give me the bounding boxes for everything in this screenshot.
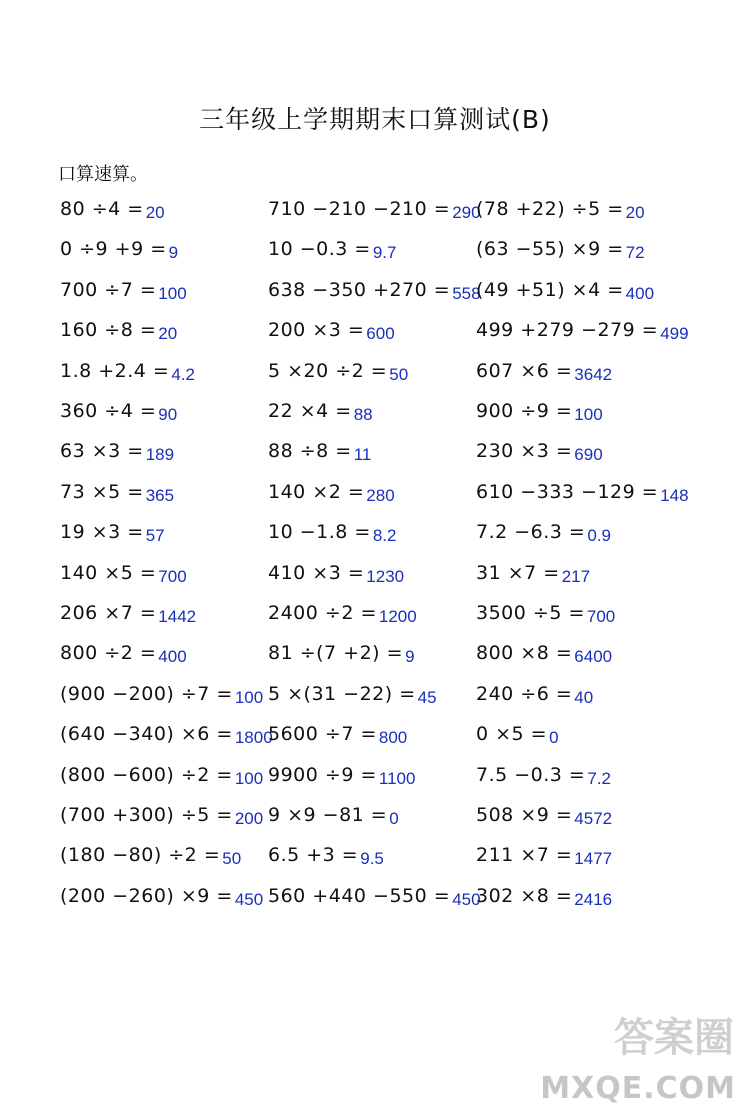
problem-item	[60, 279, 187, 309]
problem-item	[60, 602, 196, 632]
problem-answer: 9.5	[360, 849, 384, 869]
problem-expression: 800 ÷2 =	[60, 642, 157, 665]
problem-answer: 189	[145, 445, 175, 465]
problem-answer: 700	[586, 607, 616, 626]
problem-item	[60, 481, 174, 511]
problem-item	[476, 764, 611, 794]
problem-item	[476, 844, 612, 874]
problem-expression: 499 +279 −279 =	[476, 319, 659, 342]
problem-expression: 230 ×3 =	[476, 440, 573, 463]
problem-item	[60, 319, 177, 349]
problem-item	[476, 602, 615, 632]
problem-expression: 7.2 −6.3 =	[476, 521, 586, 544]
problem-answer: 1477	[574, 849, 613, 869]
problem-answer: 50	[389, 364, 409, 384]
problem-answer: 200	[234, 809, 264, 828]
problem-answer: 365	[145, 485, 175, 505]
problem-answer: 100	[574, 405, 603, 424]
problem-expression: 7.5 −0.3 =	[476, 763, 586, 786]
problem-answer: 400	[625, 283, 655, 303]
problem-expression: 19 ×3 =	[60, 521, 144, 544]
problem-answer: 499	[660, 324, 689, 344]
problem-answer: 72	[625, 243, 645, 263]
problem-answer: 9.7	[372, 243, 397, 263]
watermark-logo	[540, 1006, 740, 1106]
problem-answer: 0	[549, 728, 559, 748]
problem-item	[268, 440, 371, 470]
problem-item	[60, 642, 187, 672]
problem-item	[476, 481, 689, 511]
problem-answer: 45	[417, 687, 437, 707]
problem-item	[268, 238, 396, 268]
problem-expression: 900 ÷9 =	[476, 400, 573, 422]
problem-answer: 4.2	[171, 364, 195, 384]
problem-item	[60, 440, 174, 470]
problem-expression: 63 ×3 =	[60, 440, 144, 463]
problem-expression: 200 ×3 =	[268, 319, 365, 342]
problem-expression: (900 −200) ÷7 =	[60, 682, 233, 705]
problem-item	[60, 723, 273, 753]
problem-expression: 9900 ÷9 =	[268, 763, 377, 786]
problem-item	[476, 238, 645, 268]
problem-expression: 9 ×9 −81 =	[268, 804, 388, 826]
problem-item	[60, 198, 165, 228]
problem-item	[268, 400, 373, 430]
problem-item	[268, 642, 415, 672]
problem-item	[476, 400, 603, 430]
problem-expression: 88 ÷8 =	[268, 440, 352, 463]
problem-expression: 10 −0.3 =	[268, 238, 371, 261]
problem-expression: 638 −350 +270 =	[268, 278, 451, 301]
problem-expression: 2400 ÷2 =	[268, 602, 377, 624]
problem-expression: (78 +22) ÷5 =	[476, 198, 624, 220]
problem-answer: 20	[145, 203, 165, 222]
problem-expression: 206 ×7 =	[60, 602, 157, 624]
problem-expression: 360 ÷4 =	[60, 400, 157, 422]
problem-item	[476, 360, 612, 390]
problem-item	[268, 602, 417, 632]
problem-item	[476, 642, 612, 672]
problem-expression: (800 −600) ÷2 =	[60, 763, 233, 786]
problem-item	[476, 319, 689, 349]
problem-answer: 0.9	[587, 526, 611, 546]
problem-answer: 1800	[234, 728, 273, 748]
problem-item	[268, 804, 399, 834]
problem-item	[268, 521, 396, 551]
problem-answer: 2416	[574, 889, 613, 909]
problem-expression: 710 −210 −210 =	[268, 198, 451, 220]
problem-answer: 50	[222, 849, 242, 869]
problem-answer: 0	[389, 809, 399, 828]
watermark-top-text: 答案圈	[614, 1015, 734, 1061]
problem-item	[268, 360, 408, 390]
problem-expression: 560 +440 −550 =	[268, 884, 451, 907]
problem-item	[268, 683, 437, 713]
problem-expression: 240 ÷6 =	[476, 682, 573, 705]
problem-answer: 100	[234, 687, 264, 707]
problem-item	[476, 521, 611, 551]
problem-answer: 8.2	[372, 526, 397, 546]
problem-expression: 3500 ÷5 =	[476, 602, 585, 624]
problem-expression: 140 ×2 =	[268, 480, 365, 503]
problem-expression: 10 −1.8 =	[268, 521, 371, 544]
problem-answer: 148	[660, 485, 689, 505]
problem-item	[60, 360, 195, 390]
problem-item	[268, 723, 407, 753]
problem-item	[60, 400, 177, 430]
problem-expression: 80 ÷4 =	[60, 198, 144, 220]
problem-expression: (63 −55) ×9 =	[476, 238, 624, 261]
problem-item	[268, 198, 481, 228]
problem-item	[60, 683, 263, 713]
problem-item	[476, 198, 645, 228]
problem-answer: 100	[158, 283, 187, 303]
problem-item	[60, 804, 263, 834]
problem-item	[268, 481, 395, 511]
problem-item	[268, 279, 481, 309]
problem-expression: 410 ×3 =	[268, 561, 365, 584]
problem-expression: (200 −260) ×9 =	[60, 884, 233, 907]
problem-expression: 81 ÷(7 +2) =	[268, 642, 404, 665]
problem-answer: 217	[561, 566, 591, 586]
problem-answer: 20	[158, 324, 178, 344]
problem-answer: 1100	[378, 768, 416, 788]
problem-expression: 211 ×7 =	[476, 844, 573, 867]
problem-item	[476, 279, 654, 309]
problem-answer: 700	[158, 566, 187, 586]
problem-answer: 3642	[574, 364, 613, 384]
problem-item	[476, 562, 590, 592]
problem-expression: 22 ×4 =	[268, 400, 352, 422]
problem-expression: 31 ×7 =	[476, 561, 560, 584]
problem-expression: (49 +51) ×4 =	[476, 278, 624, 301]
problem-item	[60, 844, 241, 874]
problem-item	[268, 562, 404, 592]
problem-item	[60, 764, 263, 794]
problem-answer: 9	[405, 647, 415, 667]
problem-expression: 302 ×8 =	[476, 884, 573, 907]
problem-item	[476, 723, 559, 753]
problem-expression: 5 ×20 ÷2 =	[268, 359, 388, 382]
watermark-bottom-text: MXQE.COM	[540, 1071, 736, 1106]
problem-expression: 73 ×5 =	[60, 480, 144, 503]
problem-answer: 4572	[574, 809, 613, 828]
problem-expression: 1.8 +2.4 =	[60, 359, 170, 382]
problem-answer: 280	[366, 485, 395, 505]
problem-item	[268, 319, 395, 349]
problem-item	[60, 238, 178, 268]
problem-answer: 400	[158, 647, 187, 667]
problem-expression: 800 ×8 =	[476, 642, 573, 665]
problem-item	[476, 804, 612, 834]
problem-answer: 11	[353, 445, 372, 465]
problem-answer: 558	[452, 283, 481, 303]
problem-answer: 40	[574, 687, 594, 707]
problem-answer: 600	[366, 324, 395, 344]
problem-item	[60, 562, 187, 592]
problem-expression: 160 ÷8 =	[60, 319, 157, 342]
problem-answer: 290	[452, 203, 481, 222]
problem-answer: 20	[625, 203, 645, 222]
problem-expression: 0 ÷9 +9 =	[60, 238, 167, 261]
problem-expression: (700 +300) ÷5 =	[60, 804, 233, 826]
problem-expression: 0 ×5 =	[476, 723, 548, 746]
problem-answer: 450	[452, 889, 481, 909]
problem-answer: 1442	[158, 607, 197, 626]
problem-item	[476, 885, 612, 915]
problem-answer: 57	[145, 526, 165, 546]
problem-item	[268, 844, 384, 874]
problem-item	[60, 885, 263, 915]
problem-expression: 5600 ÷7 =	[268, 723, 377, 746]
problem-answer: 9	[168, 243, 179, 263]
problem-expression: 6.5 +3 =	[268, 844, 359, 867]
page-title: 三年级上学期期末口算测试(B)	[199, 105, 551, 134]
problem-item	[476, 683, 593, 713]
problem-expression: 610 −333 −129 =	[476, 480, 659, 503]
problem-answer: 100	[234, 768, 264, 788]
problem-expression: (640 −340) ×6 =	[60, 723, 233, 746]
problem-expression: 508 ×9 =	[476, 804, 573, 826]
problem-expression: 607 ×6 =	[476, 359, 573, 382]
problem-answer: 800	[378, 728, 408, 748]
problem-item	[268, 764, 415, 794]
problem-answer: 1230	[366, 566, 405, 586]
problem-item	[60, 521, 165, 551]
problem-answer: 88	[353, 405, 373, 424]
problem-expression: 5 ×(31 −22) =	[268, 682, 416, 705]
problem-answer: 90	[158, 405, 178, 424]
problem-item	[268, 885, 481, 915]
problem-expression: 700 ÷7 =	[60, 278, 157, 301]
problem-answer: 690	[574, 445, 603, 465]
problem-answer: 7.2	[587, 768, 611, 788]
instruction-text: 口算速算。	[58, 164, 148, 185]
problem-answer: 450	[234, 889, 264, 909]
problem-expression: 140 ×5 =	[60, 561, 157, 584]
problem-item	[476, 440, 603, 470]
problem-answer: 1200	[378, 607, 417, 626]
problem-answer: 6400	[574, 647, 613, 667]
problem-expression: (180 −80) ÷2 =	[60, 844, 221, 867]
